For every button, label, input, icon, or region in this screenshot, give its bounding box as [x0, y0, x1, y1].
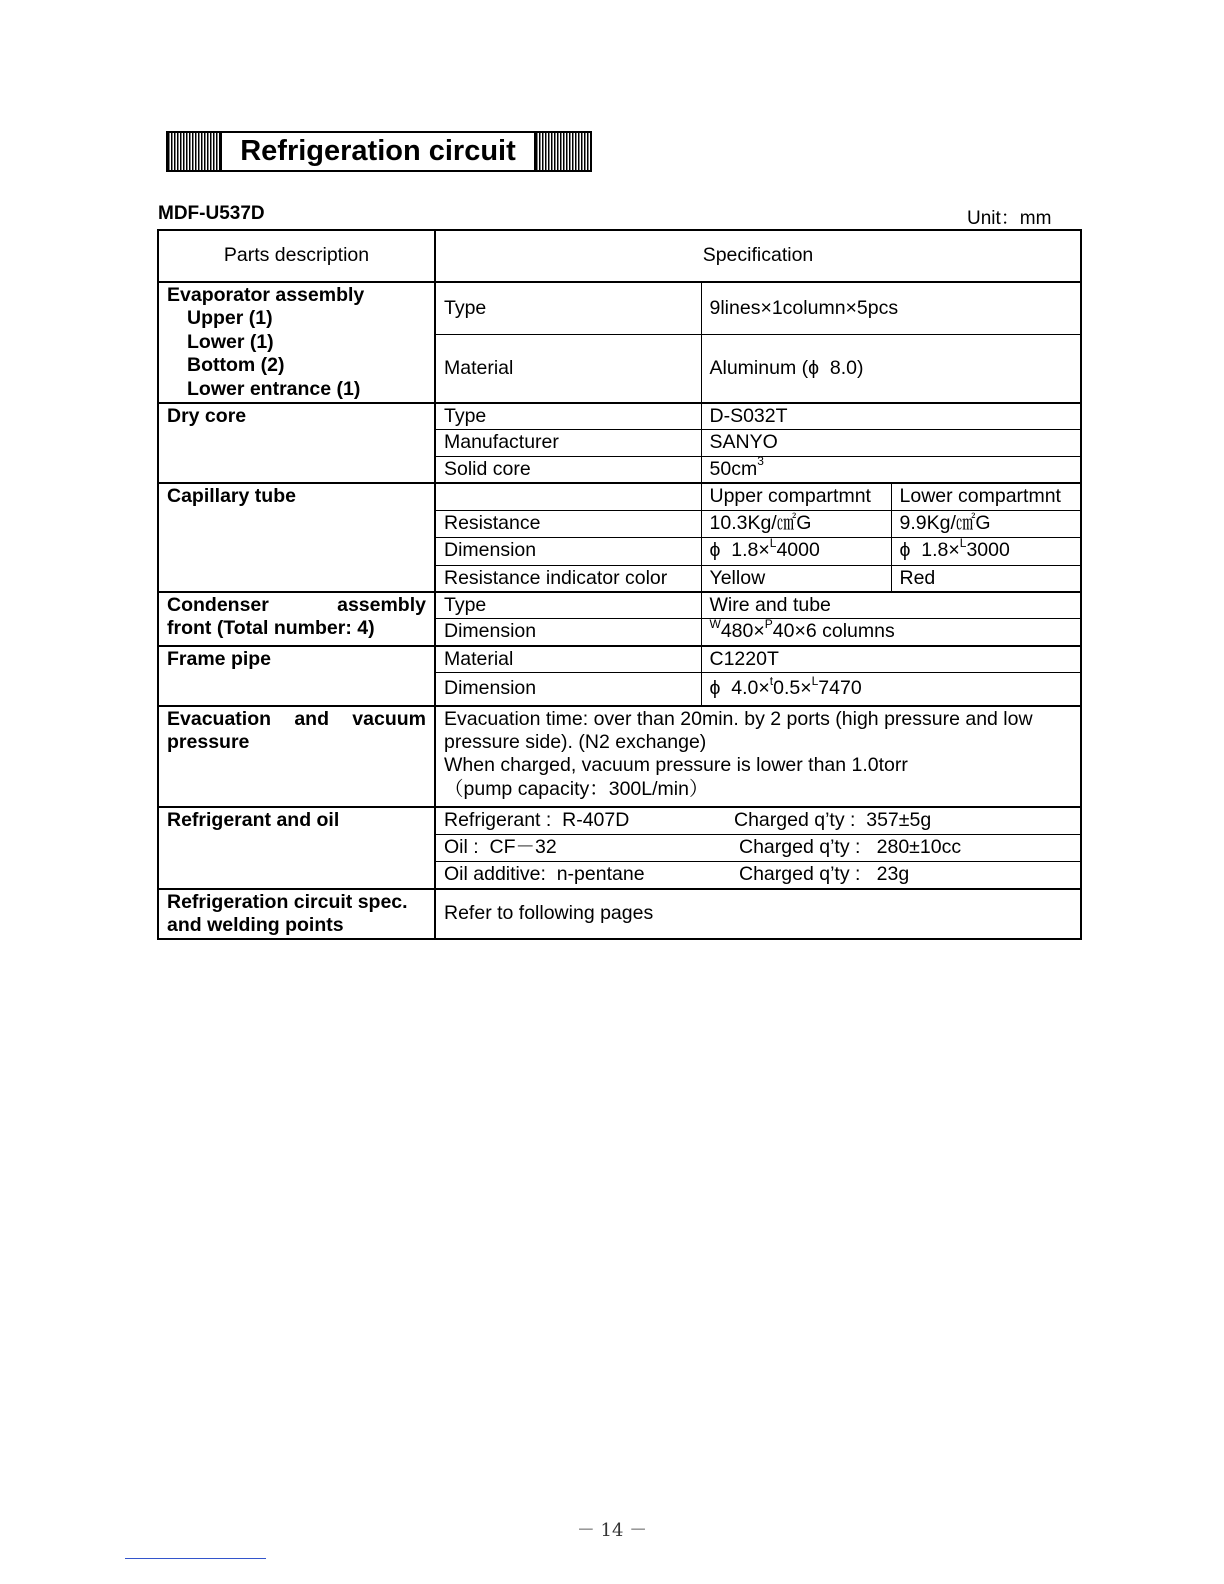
model-number: MDF-U537D: [158, 203, 265, 224]
part-welding: [158, 889, 435, 940]
column-header-lower: Lower compartmnt: [891, 483, 1081, 510]
spec-value: Red: [891, 565, 1081, 592]
table-row: [158, 807, 1081, 835]
spec-value: Wire and tube: [701, 592, 1081, 619]
part-name-line: [167, 594, 426, 617]
sub-part: Upper (1): [187, 307, 273, 330]
spec-label: Refrigerant : R-407D: [444, 809, 630, 832]
part-name-line: and welding points: [167, 914, 344, 937]
superscript: t: [769, 673, 774, 688]
part-name-line: Refrigeration circuit spec.: [167, 890, 408, 913]
spec-value: Charged q’ty : 23g: [739, 863, 910, 886]
spec-value: Yellow: [701, 565, 891, 592]
spec-value: Charged q’ty : 280±10cc: [739, 836, 962, 859]
section-title-box: [166, 131, 592, 172]
spec-value: C1220T: [701, 646, 1081, 673]
superscript: 3: [757, 456, 764, 469]
table-row: [158, 592, 1081, 619]
section-title: Refrigeration circuit: [240, 135, 516, 167]
part-frame-pipe: Frame pipe: [158, 646, 435, 706]
header-parts: Parts description: [158, 230, 435, 282]
spec-label: Manufacturer: [435, 430, 701, 456]
part-evacuation: [158, 706, 435, 807]
spec-label: Resistance indicator color: [435, 565, 701, 592]
spec-label: Material: [435, 334, 701, 403]
spec-label: Type: [435, 282, 701, 334]
superscript: W: [709, 618, 721, 631]
spec-label: Dimension: [435, 673, 701, 706]
value-text: 480×: [720, 620, 765, 643]
part-condenser: [158, 592, 435, 646]
value-text: ϕ 1.8×: [899, 539, 960, 562]
table-row: [158, 889, 1081, 940]
part-name-word: and: [294, 707, 329, 730]
spec-line: Evacuation time: over than 20min. by 2 ports (high pressure and low: [444, 707, 1033, 730]
hatch-decoration-left: [168, 133, 222, 170]
spec-label: Oil : CF－32: [444, 836, 557, 859]
hatch-decoration-right: [534, 133, 590, 170]
sub-part: Bottom (2): [187, 354, 285, 377]
sub-part: Lower (1): [187, 330, 274, 353]
spec-value: [701, 619, 1081, 646]
table-row: [158, 483, 1081, 510]
part-name-line: pressure: [167, 731, 250, 754]
spec-value: Charged q’ty : 357±5g: [734, 809, 932, 832]
unit-label: Unit：mm: [967, 208, 1052, 229]
page-number: － 14 －: [576, 1520, 648, 1541]
oil-spec: [435, 835, 1081, 862]
spec-label: Type: [435, 403, 701, 430]
spec-value: 10.3Kg/㎠G: [701, 510, 891, 537]
spec-value: [701, 673, 1081, 706]
spec-label: Resistance: [435, 510, 701, 537]
part-name-word: assembly: [337, 593, 426, 616]
value-text: ϕ 1.8×: [709, 539, 770, 562]
part-name: Evaporator assembly: [167, 284, 365, 306]
value-text: 3000: [966, 539, 1010, 562]
header-spec: Specification: [435, 230, 1081, 282]
part-capillary-tube: Capillary tube: [158, 483, 435, 592]
spec-value: 9.9Kg/㎠G: [891, 510, 1081, 537]
table-row: [158, 282, 1081, 334]
empty-cell: [435, 483, 701, 510]
part-name-word: Condenser: [167, 593, 269, 616]
spec-value: D-S032T: [701, 403, 1081, 430]
column-header-upper: Upper compartmnt: [701, 483, 891, 510]
table-row: [158, 403, 1081, 430]
spec-line: When charged, vacuum pressure is lower than 1.0torr: [444, 754, 908, 777]
spec-value: [891, 537, 1081, 565]
value-text: 50cm: [709, 457, 758, 480]
spec-line: pressure side). (N2 exchange): [444, 731, 707, 754]
part-name-line: [167, 708, 426, 731]
part-name-word: Evacuation: [167, 707, 272, 730]
spec-value: Refer to following pages: [435, 889, 1081, 940]
footer-rule: [125, 1558, 266, 1559]
spec-label: Dimension: [435, 537, 701, 565]
part-refrigerant-oil: Refrigerant and oil: [158, 807, 435, 889]
part-dry-core: Dry core: [158, 403, 435, 483]
spec-value: SANYO: [701, 430, 1081, 456]
evacuation-spec: [435, 706, 1081, 807]
table-row: [158, 706, 1081, 807]
part-name-line: front (Total number: 4): [167, 617, 375, 640]
spec-label: Material: [435, 646, 701, 673]
table-row: [158, 646, 1081, 673]
spec-label: Type: [435, 592, 701, 619]
spec-value: [701, 537, 891, 565]
spec-label: Oil additive: n-pentane: [444, 863, 645, 886]
table-header-row: [158, 230, 1081, 282]
superscript: L: [769, 537, 777, 550]
value-text: 7470: [818, 677, 862, 700]
value-text: 0.5×: [773, 677, 812, 700]
part-evaporator: [158, 282, 435, 403]
spec-line: （pump capacity：300L/min）: [444, 777, 709, 800]
superscript: P: [764, 618, 773, 631]
value-text: 40×6 columns: [772, 620, 895, 643]
spec-value: 9lines×1column×5pcs: [701, 282, 1081, 334]
spec-label: Solid core: [435, 456, 701, 483]
sub-part: Lower entrance (1): [187, 377, 361, 400]
spec-label: Dimension: [435, 619, 701, 646]
spec-table: [157, 229, 1082, 940]
part-name-word: vacuum: [352, 707, 426, 730]
superscript: L: [811, 673, 819, 688]
spec-value: Aluminum (ϕ 8.0): [701, 334, 1081, 403]
value-text: 4000: [776, 539, 820, 562]
spec-value: [701, 456, 1081, 483]
superscript: L: [959, 537, 967, 550]
refrigerant-spec: [435, 807, 1081, 835]
oil-additive-spec: [435, 862, 1081, 889]
value-text: ϕ 4.0×: [709, 677, 770, 700]
